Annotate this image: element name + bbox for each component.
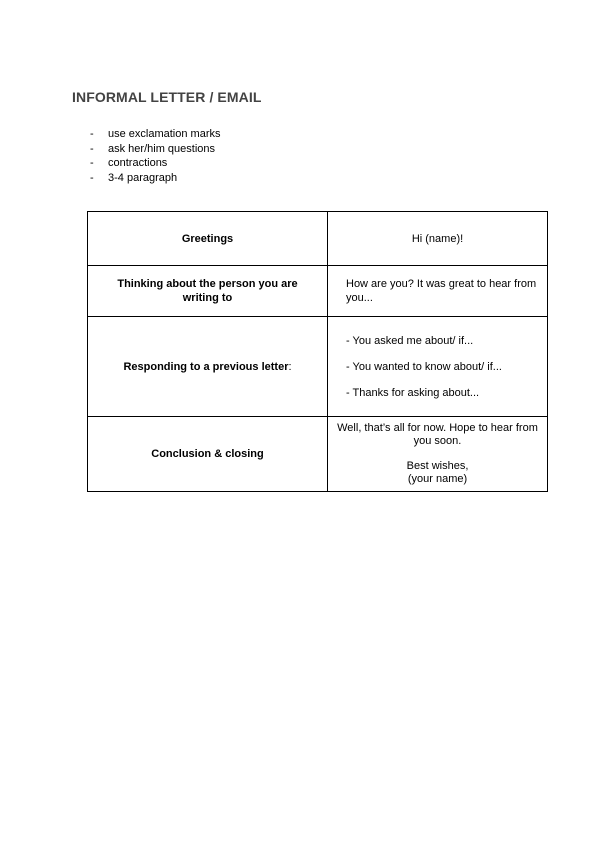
responding-content — [328, 317, 548, 417]
table-row — [88, 417, 548, 492]
page-title: INFORMAL LETTER / EMAIL — [72, 89, 262, 105]
letter-structure-table — [87, 211, 548, 492]
list-item — [90, 142, 221, 157]
responding-label: Responding to a previous letter — [123, 360, 289, 373]
closing-line: Well, that’s all for now. Hope to hear from you soon. — [337, 421, 538, 447]
table-row — [88, 212, 548, 266]
list-item-text: contractions — [108, 157, 168, 170]
responding-label-colon: : — [288, 360, 292, 373]
list-item — [90, 171, 221, 186]
list-bullet: - — [90, 128, 94, 140]
list-bullet: - — [90, 142, 94, 155]
closing-block — [328, 422, 547, 487]
table-row — [88, 266, 548, 317]
list-item — [90, 156, 221, 171]
list-item: - Thanks for asking about... — [346, 386, 480, 399]
closing-label: Conclusion & closing — [88, 417, 328, 492]
list-item — [90, 127, 221, 142]
thinking-label: Thinking about the person you are writing to — [88, 266, 328, 317]
greetings-content: Hi (name)! — [328, 212, 548, 266]
closing-signature: (your name) — [407, 473, 468, 485]
list-item-text: use exclamation marks — [108, 128, 221, 140]
list-item-text: ask her/him questions — [108, 142, 215, 155]
table-row — [88, 317, 548, 417]
responding-label-cell — [88, 317, 328, 417]
list-item: - You asked me about/ if... — [346, 334, 474, 347]
tips-list — [90, 127, 221, 185]
list-item: - You wanted to know about/ if... — [346, 360, 502, 373]
responding-list — [328, 334, 547, 400]
thinking-content: How are you? It was great to hear from you... — [328, 266, 548, 317]
list-bullet: - — [90, 157, 94, 170]
list-item-text: 3-4 paragraph — [108, 171, 178, 184]
greetings-label: Greetings — [88, 212, 328, 266]
list-bullet: - — [90, 171, 94, 184]
closing-signoff: Best wishes, — [406, 459, 469, 472]
closing-content — [328, 417, 548, 492]
